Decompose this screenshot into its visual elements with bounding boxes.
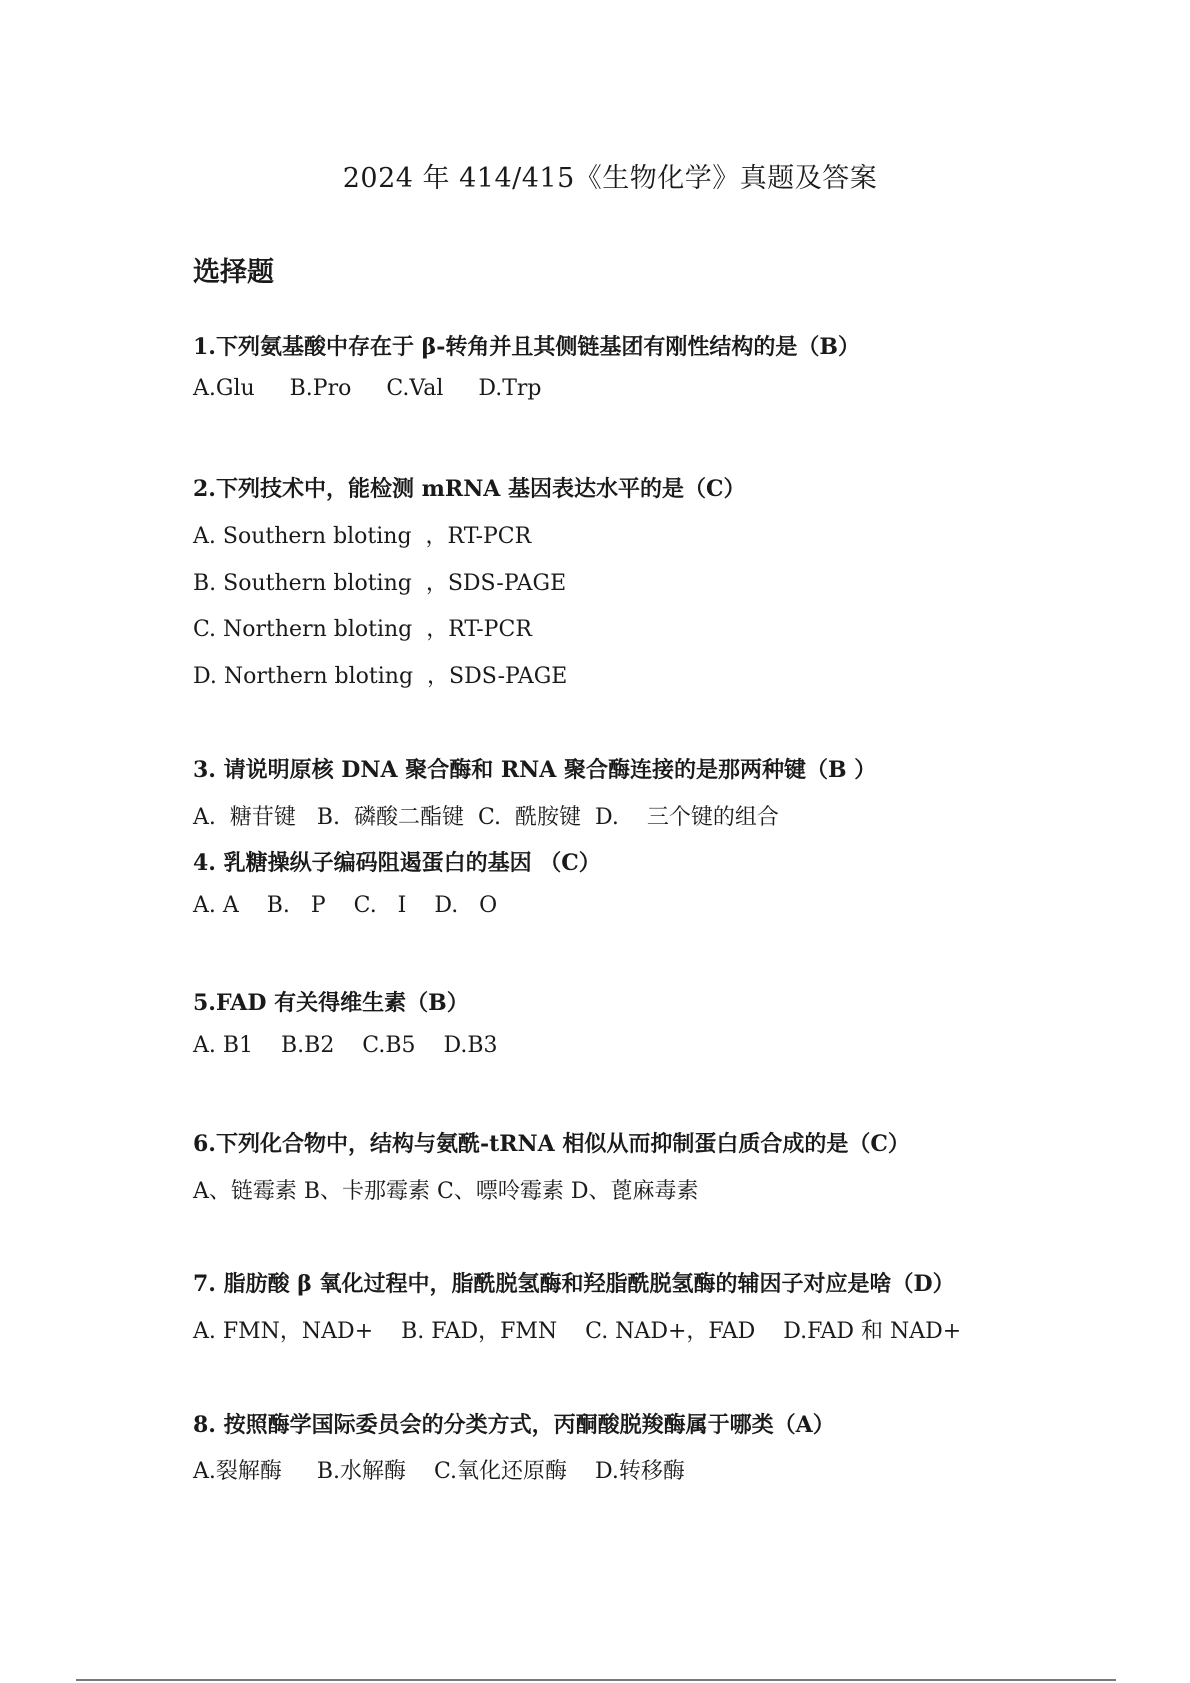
question-8-options: A.裂解酶 B.水解酶 C.氧化还原酶 D.转移酶: [193, 1459, 685, 1484]
bottom-divider: [76, 1679, 1116, 1681]
question-1-options: A.Glu B.Pro C.Val D.Trp: [193, 376, 542, 401]
question-2-option-a: A. Southern bloting ，RT-PCR: [193, 524, 532, 549]
question-4-options: A. A B. P C. I D. O: [193, 893, 498, 918]
document-title: 2024 年 414/415《生物化学》真题及答案: [342, 163, 878, 194]
question-3-stem: 3. 请说明原核 DNA 聚合酶和 RNA 聚合酶连接的是那两种键（B ）: [193, 757, 877, 783]
question-2-stem: 2.下列技术中，能检测 mRNA 基因表达水平的是（C）: [193, 476, 746, 502]
question-1-stem: 1.下列氨基酸中存在于 β-转角并且其侧链基团有刚性结构的是（B）: [193, 334, 860, 360]
question-5-options: A. B1 B.B2 C.B5 D.B3: [193, 1033, 498, 1058]
question-8-stem: 8. 按照酶学国际委员会的分类方式，丙酮酸脱羧酶属于哪类（A）: [193, 1412, 835, 1438]
question-6-options: A、链霉素 B、卡那霉素 C、嘌呤霉素 D、蓖麻毒素: [193, 1179, 699, 1204]
question-7-stem: 7. 脂肪酸 β 氧化过程中，脂酰脱氢酶和羟脂酰脱氢酶的辅因子对应是啥（D）: [193, 1271, 955, 1297]
section-heading: 选择题: [193, 257, 274, 288]
question-2-option-b: B. Southern bloting ，SDS-PAGE: [193, 571, 567, 596]
question-2-option-d: D. Northern bloting ，SDS-PAGE: [193, 664, 568, 689]
question-5-stem: 5.FAD 有关得维生素（B）: [193, 990, 469, 1016]
question-7-options: A. FMN，NAD+ B. FAD，FMN C. NAD+，FAD D.FAD 和 NAD+: [193, 1319, 962, 1344]
question-3-options: A. 糖苷键 B. 磷酸二酯键 C. 酰胺键 D. 三个键的组合: [193, 805, 779, 830]
question-6-stem: 6.下列化合物中，结构与氨酰-tRNA 相似从而抑制蛋白质合成的是（C）: [193, 1131, 910, 1157]
question-2-option-c: C. Northern bloting ，RT-PCR: [193, 617, 532, 642]
question-4-stem: 4. 乳糖操纵子编码阻遏蛋白的基因 （C）: [193, 850, 601, 876]
